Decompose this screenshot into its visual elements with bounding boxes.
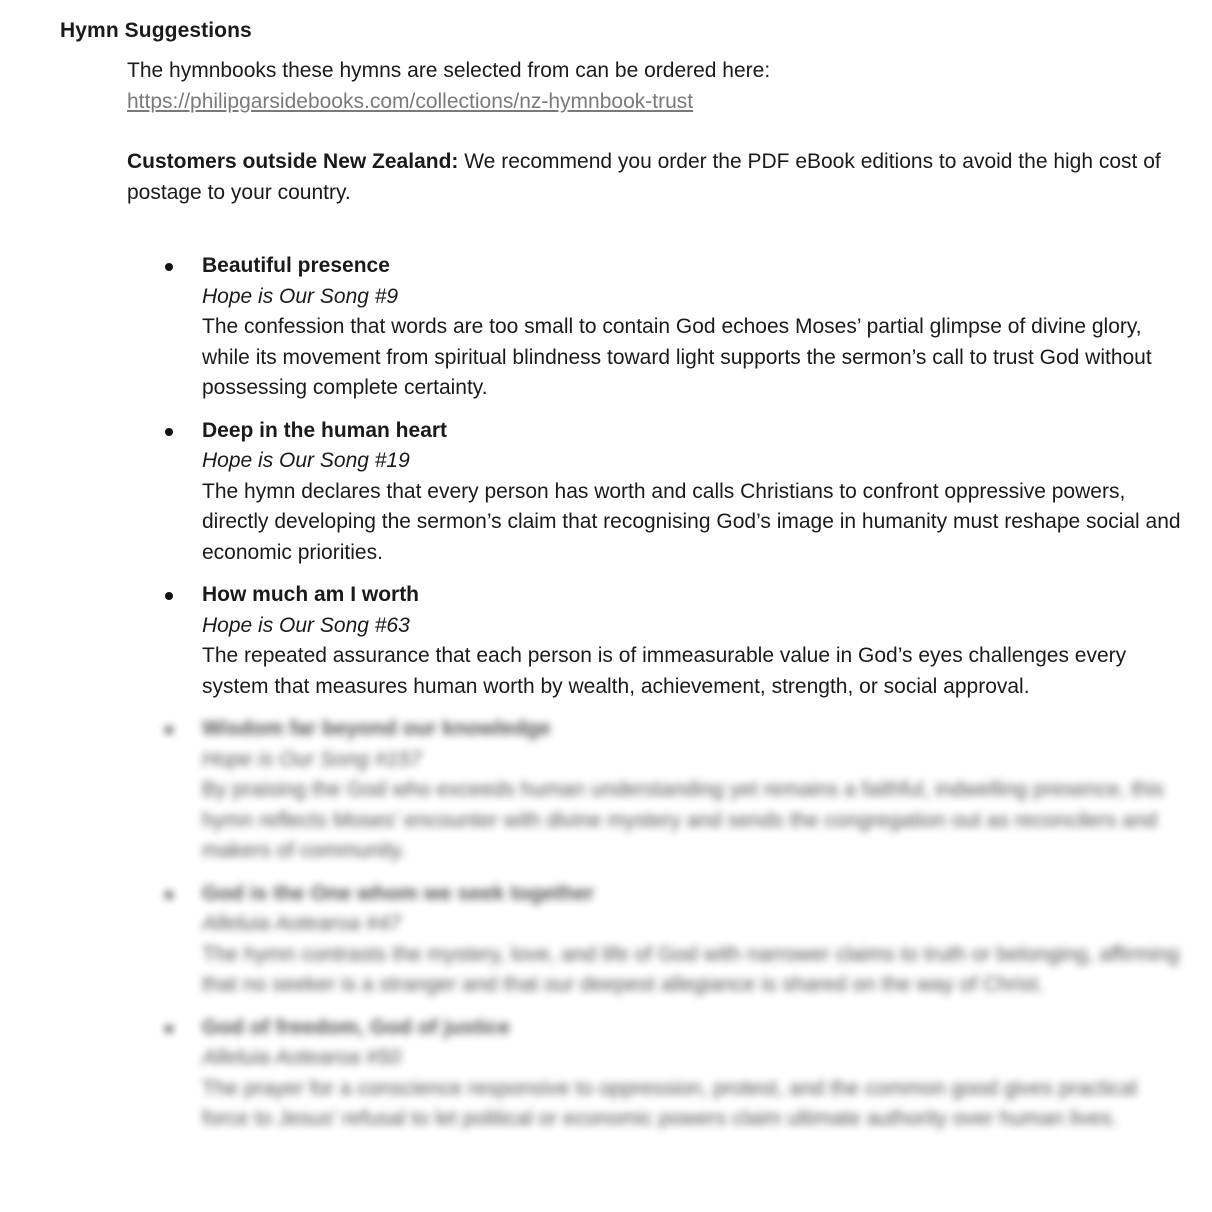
list-item	[0, 251, 1212, 404]
hymn-description: The repeated assurance that each person is of immeasurable value in God’s eyes challenges every system that measures human worth by wealth, achievement, strength, or social approval.	[202, 644, 1127, 698]
hymn-source: Alleluia Aotearoa #50	[202, 1046, 401, 1069]
bullet-icon	[165, 726, 173, 734]
bullet-icon	[165, 891, 173, 899]
hymn-title: God is the One whom we seek together	[202, 881, 595, 905]
hymn-title: Deep in the human heart	[202, 418, 448, 442]
bullet-icon	[165, 1025, 173, 1033]
hymn-title: Beautiful presence	[202, 254, 390, 277]
hymn-list	[0, 251, 1212, 1147]
list-item-blurred	[0, 1013, 1212, 1135]
hymn-description: The prayer for a conscience responsive to oppression, protest, and the common good gives practical force to Jesus’ refusal to let political or economic powers claim ultimate authority over human lives.	[202, 1076, 1138, 1130]
hymn-description: The confession that words are too small to contain God echoes Moses’ partial glimpse of divine glory, while its movement from spiritual blindness toward light supports the sermon’s call to trust God without possessing complete certainty.	[202, 315, 1152, 399]
hymnbook-link[interactable]: https://philipgarsidebooks.com/collections/nz-hymnbook-trust	[127, 89, 694, 113]
list-item-blurred	[0, 879, 1212, 1001]
customers-label: Customers outside New Zealand:	[127, 150, 459, 173]
hymn-description: By praising the God who exceeds human understanding yet remains a faithful, indwelling presence, this hymn reflects Moses’ encounter with divine mystery and sends the congregation out as reconcilers and makers of community.	[202, 778, 1164, 862]
customers-notice	[127, 147, 1187, 208]
list-item	[0, 580, 1212, 702]
hymn-description: The hymn declares that every person has worth and calls Christians to confront oppressive powers, directly developing the sermon’s claim that recognising God’s image in humanity must reshape social and economic priorities.	[202, 479, 1181, 564]
hymn-source: Hope is Our Song #9	[202, 284, 399, 308]
hymn-title: How much am I worth	[202, 583, 420, 606]
list-item-blurred	[0, 714, 1212, 867]
list-item	[0, 416, 1212, 569]
hymn-title: Wisdom far beyond our knowledge	[202, 717, 551, 740]
hymn-description: The hymn contrasts the mystery, love, and life of God with narrower claims to truth or belonging, affirming that no seeker is a stranger and that our deepest allegiance is shared on the way of Christ.	[202, 942, 1180, 996]
bullet-icon	[165, 263, 173, 271]
bullet-icon	[165, 592, 173, 600]
intro-text: The hymnbooks these hymns are selected from can be ordered here:	[127, 59, 771, 82]
hymn-source: Hope is Our Song #19	[202, 449, 410, 472]
intro-section	[127, 56, 1187, 208]
hymn-source: Hope is Our Song #157	[202, 747, 422, 771]
hymn-source: Alleluia Aotearoa #47	[202, 912, 401, 935]
customers-text: We recommend you order the PDF eBook editions to avoid the high cost of postage to your country.	[127, 150, 1161, 204]
spacer	[127, 117, 1187, 147]
page-title: Hymn Suggestions	[60, 19, 252, 42]
hymn-title: God of freedom, God of justice	[202, 1015, 511, 1039]
bullet-icon	[165, 428, 173, 436]
hymn-source: Hope is Our Song #63	[202, 613, 410, 637]
